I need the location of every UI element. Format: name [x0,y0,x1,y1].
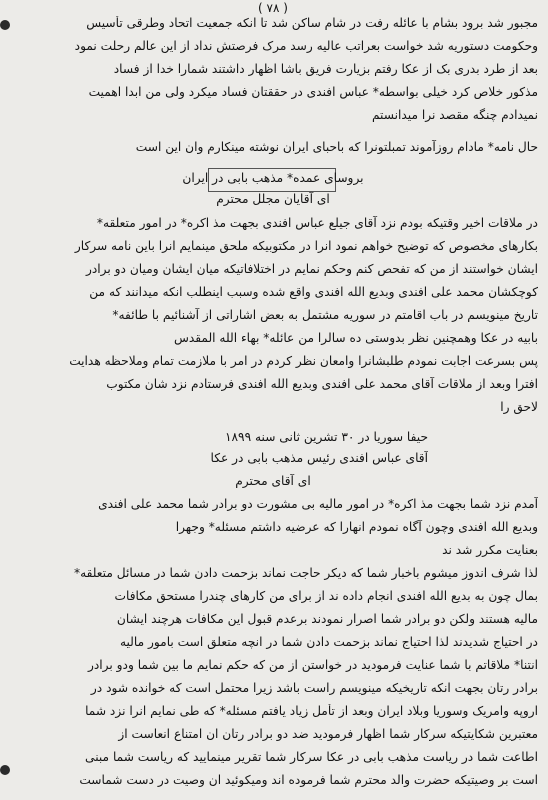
text-line: معتبرین شکایتیکه سرکار شما اظهار فرمودید ضد دو برادر رتان ان امتناع انعاست از [118,727,538,741]
text-line: حال نامه* مادام روزآموند تمبلتونرا که باحبای ایران نوشته مینکارم وان این است [135,140,538,154]
text-line: کوچکشان محمد علی افندی وبدیع الله افندی واقع شده وسبب اینطلب انکه میدانند که من [89,285,538,299]
text-line: بعد از طرد بدری بک از عکا رفتم بزیارت فریق باشا اظهار داشتند شمارا خدا از فساد [113,62,538,76]
text-line: تاریخ مینویسم در باب اقامتم در سوریه مشتمل به بعض اشاراتی از آشنائیم با طائفه* [112,308,538,322]
text-line: بعنایت مکرر شد ند [442,543,538,557]
text-line: بمال چون به بدیع الله افندی انجام داده ند از برای من کارهای چندرا مستحق مکافات [114,589,538,603]
text-line: افترا وبعد از ملاقات آقای محمد علی افندی وبدیع الله افندی فرستادم نزد شان مکتوب [106,377,538,391]
text-line: در احتیاج شدیدند لذا احتیاج نماند بزحمت دادن شما در انچه متعلق است بامور مالیه [119,635,538,649]
text-line: بکارهای مخصوص که توضیح خواهم نمود انرا در مکتوبیکه ملحق مینمایم انرا باین نامه سرکار [74,239,538,253]
letter-heading: بروسای عمده* مذهب بابی در ایران [182,171,364,185]
text-line: است بر وصیتیکه حضرت والد محترم شما فرموده اند ومیکوئید ان وصیت در دست شماست [79,773,538,787]
text-line: وحکومت دستوریه شد خواست بعراتب عالیه رسد مرک فرصتش نداد از این عالم رحلت نمود [74,39,538,53]
salutation: ای آقای محترم [235,474,311,488]
text-line: نمیدادم چنگه مقصد نرا میدانستم [371,108,538,122]
page-number: ( ۷۸ ) [258,1,288,15]
text-line: ایشان خواستند از من که تفحص کنم وحکم نمایم در اختلافاتیکه میان ایشان ومیان دو برادر [85,262,538,276]
text-line: اطاعت شما در ریاست مذهب بابی در عکا سرکار شما تقریر مینمایید که ریاست شما مبنی [85,750,538,764]
salutation: ای آقایان مجلل محترم [216,192,330,206]
text-line: پس بسرعت اجابت نمودم طلبشانرا وامعان نظر کردم در امر با ملازمت تمام وملاحظه هدایت [69,354,538,368]
text-line: در ملاقات اخیر وقتیکه بودم نزد آقای جیلع عباس افندی بجهت مذ اکره* در امور متعلقه* [96,216,538,230]
text-line: مالیه هستند ولکن دو برادر شما اصرار نمودند برعدم قبول این مکافات هرچند ایشان [116,612,538,626]
text-line: مذکور خلاص کرد خیلی بواسطه* عباس افندی در حققتان فساد میکرد ولی من ابدا اهمیت [88,85,538,99]
text-line: لاحق را [500,400,538,414]
text-line: آمدم نزد شما بجهت مذ اکره* در امور مالیه بی مشورت دو برادر شما محمد علی افندی [98,497,538,511]
text-line: وبدیع الله افندی وچون آگاه نمودم انهارا که عرضیه داشتم مسئله* وجهرا [175,520,538,534]
letter-recipient: آقای عباس افندی رئیس مذهب بابی در عکا [210,451,428,465]
text-line: مجبور شد برود بشام با عائله رفت در شام ساکن شد تا انکه جمعیت اتحاد وطرقی تأسیس [86,16,538,30]
text-line: بابیه در عکا وهمچنین نظر بدوستی ده سالرا من عائله* بهاء الله المقدس [173,331,538,345]
text-line: لذا شرف اندوز میشوم باخبار شما که دیکر حاجت نماند بزحمت دادن شما در مسائل متعلقه* [73,566,538,580]
letter-date: حیفا سوریا در ۳۰ تشرین ثانی سنه ۱۸۹۹ [224,430,428,444]
text-line: اروپه وامریک وسوریا وبلاد ایران وبعد از تأمل زیاد یافتم مسئله* که طی نمایم انرا نزد شما [85,704,538,718]
text-line: برادر رتان بجهت انکه تاریخیکه مینویسم راست باشد زیرا محتمل است که خوانده شود در [90,681,538,695]
text-line: انتنا* ملاقاتم با شما عنایت فرمودید در خواستن از من که حکم نمایم ما بین شما ودو برادر [87,658,538,672]
